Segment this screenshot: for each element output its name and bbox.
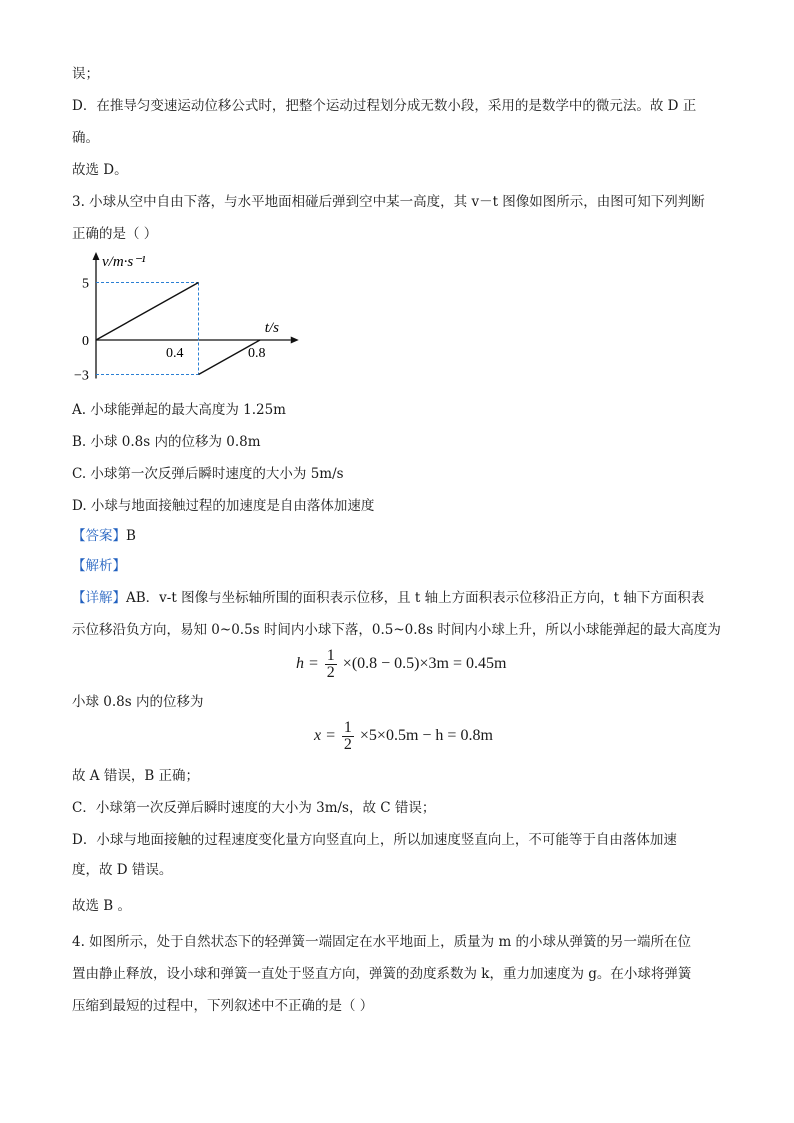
- question-3-stem: 3. 小球从空中自由下落，与水平地面相碰后弹到空中某一高度，其 v－t 图像如图所示，由图可知下列判断: [72, 194, 705, 210]
- question-4-stem: 压缩到最短的过程中，下列叙述中不正确的是（ ）: [72, 998, 374, 1014]
- text-line: 故选 B 。: [72, 898, 132, 914]
- option-c: C. 小球第一次反弹后瞬时速度的大小为 5m/s: [72, 466, 344, 482]
- formula-rhs: ×5×0.5m − h = 0.8m: [359, 727, 493, 745]
- answer-tag: 【答案】: [72, 528, 126, 544]
- y-tick-label: 5: [82, 276, 89, 292]
- fraction-numerator: 1: [326, 647, 335, 664]
- fraction: [342, 720, 354, 753]
- option-a: A. 小球能弹起的最大高度为 1.25m: [72, 402, 286, 418]
- formula-displacement: [314, 720, 493, 753]
- option-b: B. 小球 0.8s 内的位移为 0.8m: [72, 434, 261, 450]
- text-line: D．在推导匀变速运动位移公式时，把整个运动过程划分成无数小段，采用的是数学中的微元法。故 D 正: [72, 98, 697, 114]
- formula-lhs: x =: [314, 727, 336, 745]
- option-d: D. 小球与地面接触过程的加速度是自由落体加速度: [72, 498, 375, 514]
- answer-line: [72, 526, 136, 546]
- vt-chart: [72, 252, 279, 392]
- question-3-stem: 正确的是（ ）: [72, 226, 158, 242]
- text-line: 确。: [72, 130, 99, 146]
- analysis-tag: 【解析】: [72, 558, 126, 574]
- text-line: 故 A 错误，B 正确；: [72, 768, 200, 784]
- detail-line: [72, 588, 704, 608]
- text-line: 故选 D。: [72, 162, 128, 178]
- y-axis-arrow: [93, 252, 100, 260]
- formula-lhs: h =: [296, 655, 319, 673]
- x-axis-label: t/s: [264, 320, 279, 336]
- x-axis-arrow: [291, 337, 299, 344]
- y-tick-label: 0: [82, 334, 89, 349]
- x-tick-label: 0.8: [248, 346, 266, 361]
- detail-tag: 【详解】: [72, 590, 126, 606]
- answer-value: B: [126, 528, 136, 544]
- y-tick-label: −3: [74, 368, 89, 384]
- text-line: 误；: [72, 66, 99, 82]
- fraction-denominator: 2: [343, 736, 352, 753]
- fraction-denominator: 2: [326, 664, 335, 681]
- text-line: C．小球第一次反弹后瞬时速度的大小为 3m/s，故 C 错误；: [72, 800, 436, 816]
- detail-line: 示位移沿负方向，易知 0~0.5s 时间内小球下落，0.5~0.8s 时间内小球上升，所以小球能弹起的最大高度为: [72, 622, 721, 638]
- x-tick-label: 0.4: [166, 346, 184, 361]
- detail-text: AB．v-t 图像与坐标轴所围的面积表示位移，且 t 轴上方面积表示位移沿正方向，t 轴下方面积表: [126, 590, 705, 606]
- formula-height: [296, 648, 506, 681]
- text-line: 小球 0.8s 内的位移为: [72, 694, 204, 710]
- text-line: 度，故 D 错误。: [72, 862, 173, 878]
- question-4-stem: 4. 如图所示，处于自然状态下的轻弹簧一端固定在水平地面上，质量为 m 的小球从弹簧的另一端所在位: [72, 934, 692, 950]
- series-line-falling: [96, 283, 199, 341]
- fraction-numerator: 1: [343, 719, 352, 736]
- formula-rhs: ×(0.8 − 0.5)×3m = 0.45m: [342, 655, 507, 673]
- text-line: D．小球与地面接触的过程速度变化量方向竖直向上，所以加速度竖直向上，不可能等于自由落体加速: [72, 832, 677, 848]
- question-4-stem: 置由静止释放，设小球和弹簧一直处于竖直方向，弹簧的劲度系数为 k，重力加速度为 g。在小球将弹簧: [72, 966, 692, 982]
- y-axis-label: v/m·s⁻¹: [102, 254, 146, 270]
- fraction: [325, 648, 337, 681]
